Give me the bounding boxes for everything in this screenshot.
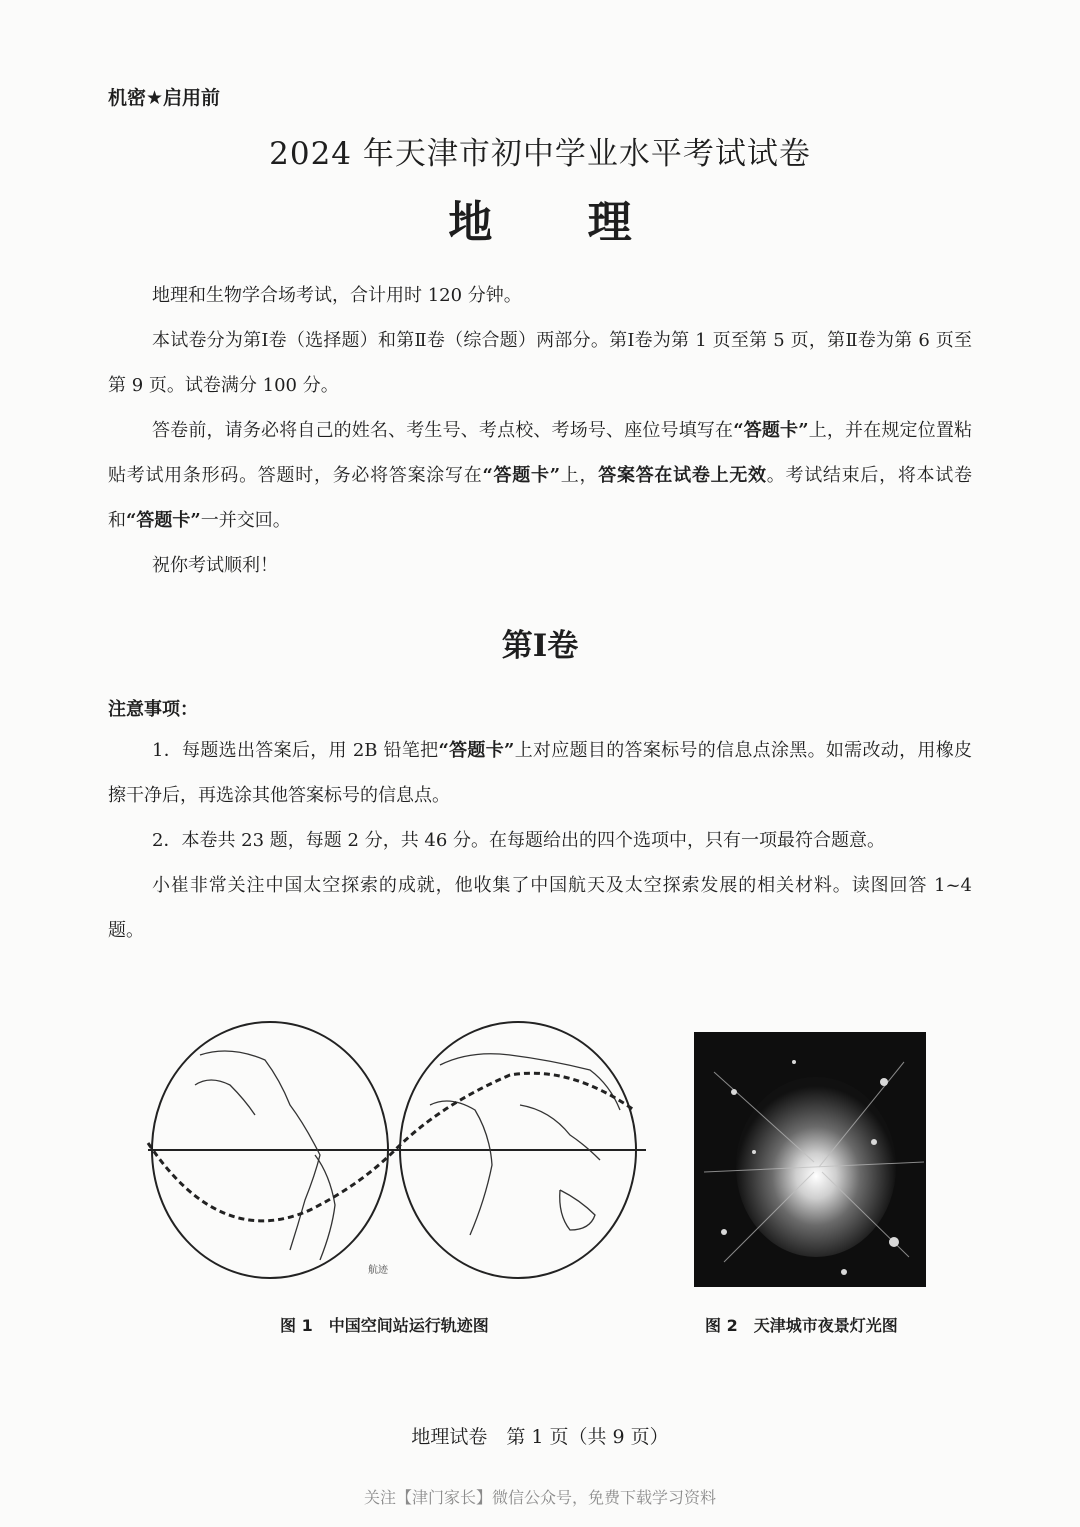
notice-1-text-1: 1．每题选出答案后，用 2B 铅笔把 [152,740,439,761]
promo-note: 关注【津门家长】微信公众号，免费下载学习资料 [363,1488,716,1507]
answer-card-label: “答题卡” [438,740,515,761]
intro-p3-text-5: 一并交回。 [200,510,291,531]
notice-section [108,728,972,953]
figure-2-caption: 图 2 天津城市夜景灯光图 [705,1316,898,1335]
notice-item-1 [108,728,972,818]
confidential-mark: 机密★启用前 [108,87,221,109]
invalid-answer-warning: 答案答在试卷上无效 [598,465,767,486]
page-footer: 地理试卷 第 1 页（共 9 页） [411,1426,669,1448]
intro-p3-text-4: 。考试结束后，将本试卷和 [108,465,972,531]
answer-card-label: “答题卡” [482,465,561,486]
orbit-map-figure [140,1015,660,1290]
intro-section [108,273,972,588]
exam-title: 2024 年天津市初中学业水平考试试卷 [269,136,811,172]
volume-title: 第Ⅰ卷 [501,628,579,664]
question-intro: 小崔非常关注中国太空探索的成就，他收集了中国航天及太空探索发展的相关材料。读图回答 1~4 题。 [108,875,972,941]
figure-1-caption: 图 1 中国空间站运行轨迹图 [280,1316,489,1335]
intro-paragraph-2: 本试卷分为第Ⅰ卷（选择题）和第Ⅱ卷（综合题）两部分。第Ⅰ卷为第 1 页至第 5 页，第Ⅱ卷为第 6 页至第 9 页。试卷满分 100 分。 [108,330,972,396]
notice-1-text-2: 上对应题目的答案标号的信息点涂黑。如需改动，用橡皮擦干净后，再选涂其他答案标号的信息点。 [108,740,973,806]
answer-card-label: “答题卡” [733,420,809,441]
intro-paragraph-1: 地理和生物学合场考试，合计用时 120 分钟。 [152,285,522,306]
notice-heading: 注意事项： [108,699,198,720]
intro-paragraph-4: 祝你考试顺利！ [152,555,278,576]
city-night-lights-image [694,1032,926,1287]
intro-paragraph-3 [108,408,972,543]
intro-p3-text-2: 上，并在规定位置粘贴考试用条形码。答题时，务必将答案涂写在 [108,420,973,486]
intro-p3-text-3: 上， [560,465,599,486]
notice-item-2: 2．本卷共 23 题，每题 2 分，共 46 分。在每题给出的四个选项中，只有一项最符合题意。 [152,830,886,851]
subject-title: 地 理 [448,197,672,248]
orbit-legend-label: 航迹 [368,1265,388,1276]
answer-card-label: “答题卡” [126,510,201,531]
intro-p3-text-1: 答卷前，请务必将自己的姓名、考生号、考点校、考场号、座位号填写在 [152,420,734,441]
